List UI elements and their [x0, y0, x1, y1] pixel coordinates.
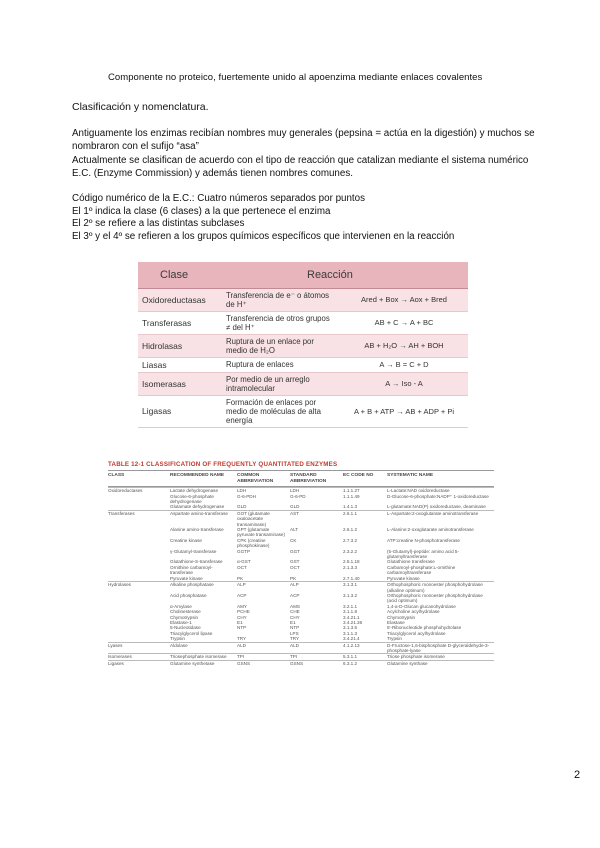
cell-class: [108, 593, 170, 604]
enzyme-table-title: TABLE 12-1 CLASSIFICATION OF FREQUENTLY QUANTITATED ENZYMES: [108, 461, 338, 468]
col-class: CLASS: [108, 473, 125, 478]
paragraph-history: Antiguamente los enzimas recibían nombres muy generales (pepsina = actúa en la digestión) y muchos se nombraron con el sufijo “asa”: [72, 128, 535, 152]
class-row: [138, 311, 468, 334]
cell-recommended-name: Acid phosphatase: [170, 592, 207, 598]
enzyme-row: [108, 527, 494, 538]
enzyme-row: [108, 660, 494, 666]
cell-ec-code: 2.5.1.18: [343, 559, 360, 565]
cell-common-abbreviation: E1: [237, 619, 243, 625]
enzyme-row: [108, 510, 494, 527]
cell-class: Ligases: [108, 660, 124, 666]
enzyme-row: [108, 653, 494, 659]
cell-ec-code: 3.1.1.8: [343, 609, 358, 615]
class-table-header: [138, 262, 468, 288]
enzyme-table-body: [108, 487, 494, 666]
class-description: Ruptura de enlaces: [222, 357, 340, 372]
cell-standard-abbreviation: NTP: [290, 625, 300, 631]
class-reaction: AB + C → A + BC: [340, 311, 468, 334]
cell-class: [108, 527, 170, 538]
cell-class: Transferases: [108, 510, 135, 516]
cell-class: [108, 494, 170, 505]
class-reaction: A + B + ATP → AB + ADP + Pi: [340, 395, 468, 427]
enzyme-row: [108, 576, 494, 581]
cell-class: [108, 636, 170, 641]
cell-standard-abbreviation: TRY: [290, 636, 300, 642]
cell-common-abbreviation: GPT (glutamate pyruvate transaminase): [237, 527, 286, 538]
ec-line: El 1º indica la clase (6 clases) a la que pertenece el enzima: [72, 205, 331, 217]
cell-recommended-name: Lactate dehydrogenase: [170, 488, 219, 494]
class-description: Transferencia de e⁻ o átomos de H⁺: [222, 288, 340, 311]
cell-common-abbreviation: G-6-PDH: [237, 493, 256, 499]
cell-systematic-name: L-Lactate:NAD oxidoreductase: [387, 488, 450, 494]
cell-standard-abbreviation: ACP: [290, 592, 300, 598]
paragraph-current: Actualmente se clasifican de acuerdo con el tipo de reacción que catalizan mediante el sistema numérico E.C. (Enzyme Commission) y además tienen nombres comunes.: [72, 155, 529, 179]
cell-standard-abbreviation: AST: [290, 510, 299, 516]
cell-recommended-name: Glutathione-S-transferase: [170, 559, 223, 565]
cell-systematic-name: Carbamoyl-phosphate:L-ornithine carbamoyltransferase: [387, 564, 456, 576]
cell-common-abbreviation: GLD: [237, 504, 247, 510]
class-description: Ruptura de un enlace por medio de H₂O: [222, 334, 340, 357]
cell-systematic-name: Orthophosphoric monoester phosphohydrolase (acid optimum): [387, 592, 483, 604]
class-description: Por medio de un arreglo intramolecular: [222, 372, 340, 395]
cell-systematic-name: L-Aspartate:2-oxoglutarate aminotransferase: [387, 510, 479, 516]
col-common-abbreviation: COMMON ABBREVIATION: [237, 473, 274, 484]
cell-standard-abbreviation: PK: [290, 575, 297, 581]
cell-common-abbreviation: TRY: [237, 636, 247, 642]
cell-ec-code: 2.6.1.1: [343, 510, 358, 516]
cell-ec-code: 5.3.1.1: [343, 654, 358, 660]
enzyme-table-header: [108, 470, 494, 487]
cell-standard-abbreviation: GST: [290, 559, 300, 565]
class-description: Formación de enlaces por medio de moléculas de alta energía: [222, 395, 340, 427]
cell-recommended-name: Cholinesterase: [170, 609, 201, 615]
cell-standard-abbreviation: LDH: [290, 488, 300, 494]
cell-recommended-name: Elastase-1: [170, 619, 192, 625]
cell-common-abbreviation: TPI: [237, 654, 245, 660]
cell-recommended-name: Alkaline phosphatase: [170, 582, 214, 588]
cell-recommended-name: Pyruvate kinase: [170, 575, 203, 581]
cell-ec-code: 3.1.1.3: [343, 630, 358, 636]
cell-systematic-name: Glutamine synthase: [387, 660, 428, 666]
enzyme-row: [108, 636, 494, 641]
cell-ec-code: 1.1.1.49: [343, 493, 360, 499]
cell-standard-abbreviation: ALD: [290, 642, 299, 648]
cell-recommended-name: 5-Nucleotidase: [170, 625, 201, 631]
class-reaction: A → B = C + D: [340, 357, 468, 372]
cell-standard-abbreviation: GLD: [290, 504, 300, 510]
cell-common-abbreviation: AMY: [237, 603, 247, 609]
class-row: [138, 372, 468, 395]
cell-recommended-name: Ornithine carbamoyl-transferase: [170, 564, 213, 576]
col-standard-abbreviation: STANDARD ABBREVIATION: [290, 473, 327, 484]
class-reaction: Ared + Box → Aox + Bred: [340, 288, 468, 311]
ec-line: Código numérico de la E.C.: Cuatro números separados por puntos: [72, 193, 365, 204]
cell-recommended-name: α-Amylase: [170, 603, 192, 609]
cell-standard-abbreviation: OCT: [290, 564, 300, 570]
ec-code-list: [72, 193, 542, 243]
cell-systematic-name: L-Alanine:2-oxoglutarate aminotransferase: [387, 527, 474, 533]
cell-class: Oxidoreductases: [108, 488, 143, 494]
class-name: Ligasas: [138, 395, 222, 427]
cell-ec-code: 3.1.3.1: [343, 582, 358, 588]
cell-ec-code: 2.6.1.2: [343, 527, 358, 533]
cell-systematic-name: Triacylglycerol acylhydrolase: [387, 630, 446, 636]
cell-common-abbreviation: ALP: [237, 582, 246, 588]
cell-common-abbreviation: OCT: [237, 564, 247, 570]
cell-common-abbreviation: GGTP: [237, 548, 251, 554]
cell-systematic-name: ATP:creatine N-phosphotransferase: [387, 537, 460, 543]
cell-standard-abbreviation: ALP: [290, 582, 299, 588]
cell-common-abbreviation: NTP: [237, 625, 247, 631]
cell-standard-abbreviation: G-6-PD: [290, 493, 306, 499]
cell-standard-abbreviation: CHE: [290, 609, 300, 615]
cell-ec-code: 2.3.2.2: [343, 548, 358, 554]
cell-standard-abbreviation: CHY: [290, 614, 300, 620]
col-ec-code: EC CODE NO: [343, 473, 374, 478]
cell-ec-code: 3.1.3.2: [343, 592, 358, 598]
class-description: Transferencia de otros grupos ≠ del H⁺: [222, 311, 340, 334]
cell-class: [108, 504, 170, 509]
cell-systematic-name: 5′-Ribonucleotide phosphohydrolase: [387, 625, 462, 631]
cell-class: [108, 538, 170, 549]
header-clase: Clase: [138, 262, 222, 288]
page-number: 2: [574, 769, 581, 781]
cell-systematic-name: Pyruvate kinase: [387, 575, 420, 581]
cell-recommended-name: Glucose-6-phosphate dehydrogenase: [170, 493, 214, 504]
class-table-body: [138, 288, 468, 427]
section-heading: Clasificación y nomenclatura.: [72, 101, 209, 113]
enzyme-row: [108, 581, 494, 593]
cell-systematic-name: L-glutamate:NAD(P) oxidoreductase, deaminase: [387, 504, 486, 510]
cell-class: Hydrolases: [108, 582, 131, 588]
cell-ec-code: 3.4.21.1: [343, 614, 360, 620]
cell-ec-code: 2.7.3.2: [343, 537, 358, 543]
cell-ec-code: 4.1.2.13: [343, 642, 360, 648]
cell-standard-abbreviation: GGT: [290, 548, 300, 554]
cell-ec-code: 3.4.21.4: [343, 636, 360, 642]
cell-standard-abbreviation: ALT: [290, 527, 299, 533]
cell-common-abbreviation: GSNS: [237, 660, 251, 666]
class-row: [138, 334, 468, 357]
cofactor-caption: Componente no proteico, fuertemente unido al apoenzima mediante enlaces covalentes: [108, 72, 483, 83]
cell-systematic-name: 1,4-α-D-Glucan glucanohydrolase: [387, 603, 456, 609]
cell-recommended-name: Glutamine synthetase: [170, 660, 215, 666]
cell-ec-code: 3.2.1.1: [343, 603, 358, 609]
cell-common-abbreviation: GOT (glutamate oxaloacetate transaminase): [237, 510, 270, 527]
cell-ec-code: 6.3.1.2: [343, 660, 358, 666]
col-recommended-name: RECOMMENDED NAME: [170, 473, 225, 478]
cell-standard-abbreviation: GSNS: [290, 660, 304, 666]
class-row: [138, 395, 468, 427]
cell-ec-code: 3.4.21.36: [343, 619, 363, 625]
cell-ec-code: 3.1.3.5: [343, 625, 358, 631]
class-row: [138, 288, 468, 311]
cell-standard-abbreviation: AMS: [290, 603, 300, 609]
enzyme-row: [108, 504, 494, 509]
cell-systematic-name: Triose phosphate isomerase: [387, 654, 445, 660]
cell-recommended-name: γ-Glutamyl-transferase: [170, 548, 217, 554]
cell-common-abbreviation: PCHE: [237, 609, 250, 615]
cell-class: [108, 576, 170, 581]
cell-systematic-name: Elastase: [387, 619, 405, 625]
cell-systematic-name: Orthophosphoric monoester phosphohydrolase (alkaline optimum): [387, 582, 483, 593]
cell-recommended-name: Triosephosphate isomerase: [170, 654, 227, 660]
cell-recommended-name: Chymotrypsin: [170, 614, 199, 620]
enzyme-row: [108, 642, 494, 654]
cell-standard-abbreviation: CK: [290, 537, 297, 543]
cell-recommended-name: Aspartate amino-transferase: [170, 510, 228, 516]
enzyme-row: [108, 593, 494, 604]
cell-common-abbreviation: PK: [237, 575, 244, 581]
cell-recommended-name: Creatine kinase: [170, 537, 202, 543]
enzyme-row: [108, 538, 494, 549]
class-name: Oxidoreductasas: [138, 288, 222, 311]
enzyme-reference-table: [108, 461, 494, 666]
cell-class: [108, 549, 170, 560]
class-reaction: A → Iso - A: [340, 372, 468, 395]
ec-line: El 3º y el 4º se refieren a los grupos químicos específicos que intervienen en la reacción: [72, 230, 455, 242]
header-reaccion: Reacción: [222, 262, 468, 288]
class-name: Transferasas: [138, 311, 222, 334]
cell-standard-abbreviation: LPS: [290, 630, 299, 636]
cell-recommended-name: Alanine amino-transferase: [170, 527, 224, 533]
enzyme-row: [108, 565, 494, 576]
cell-standard-abbreviation: TPI: [290, 654, 298, 660]
cell-ec-code: 2.7.1.40: [343, 575, 360, 581]
class-name: Hidrolasas: [138, 334, 222, 357]
cell-common-abbreviation: ACP: [237, 592, 247, 598]
cell-class: Isomerases: [108, 654, 132, 660]
cell-common-abbreviation: α-GST: [237, 559, 251, 565]
enzyme-row: [108, 494, 494, 505]
cell-common-abbreviation: LDH: [237, 488, 247, 494]
enzyme-class-table: [138, 262, 468, 428]
cell-common-abbreviation: CPK (creatine phosphokinase): [237, 537, 270, 549]
cell-recommended-name: Triacylglycerol lipase: [170, 630, 213, 636]
cell-common-abbreviation: CHY: [237, 614, 247, 620]
class-reaction: AB + H₂O → AH + BOH: [340, 334, 468, 357]
cell-recommended-name: Aldolase: [170, 642, 188, 648]
cell-ec-code: 1.1.1.27: [343, 488, 360, 494]
cell-common-abbreviation: ALD: [237, 642, 246, 648]
enzyme-row: [108, 549, 494, 560]
cell-systematic-name: Glutathione transferase: [387, 559, 435, 565]
class-name: Isomerasas: [138, 372, 222, 395]
cell-class: Lyases: [108, 642, 123, 648]
cell-systematic-name: D-Fructose-1,6-bisphosphate D-glyceraldehyde-3-phosphate-lyase: [387, 642, 490, 653]
cell-systematic-name: D-Glucose-6-phosphate:NADP⁺ 1-oxidoreductase: [387, 493, 489, 499]
cell-class: [108, 565, 170, 576]
cell-systematic-name: Chymotrypsin: [387, 614, 416, 620]
cell-systematic-name: (5-Glutamyl)-peptide: amino acid 5-glutamyltransferase: [387, 548, 459, 560]
col-systematic-name: SYSTEMATIC NAME: [387, 473, 434, 478]
ec-line: El 2º se refiere a las distintas subclases: [72, 218, 245, 230]
cell-systematic-name: Trypsin: [387, 636, 402, 642]
class-name: Liasas: [138, 357, 222, 372]
cell-recommended-name: Trypsin: [170, 636, 185, 642]
cell-systematic-name: Acylcholine acylhydrolase: [387, 609, 440, 615]
class-row: [138, 357, 468, 372]
cell-ec-code: 1.4.1.3: [343, 504, 358, 510]
cell-standard-abbreviation: E1: [290, 619, 296, 625]
cell-ec-code: 2.1.3.3: [343, 564, 358, 570]
cell-recommended-name: Glutamate dehydrogenase: [170, 504, 225, 510]
